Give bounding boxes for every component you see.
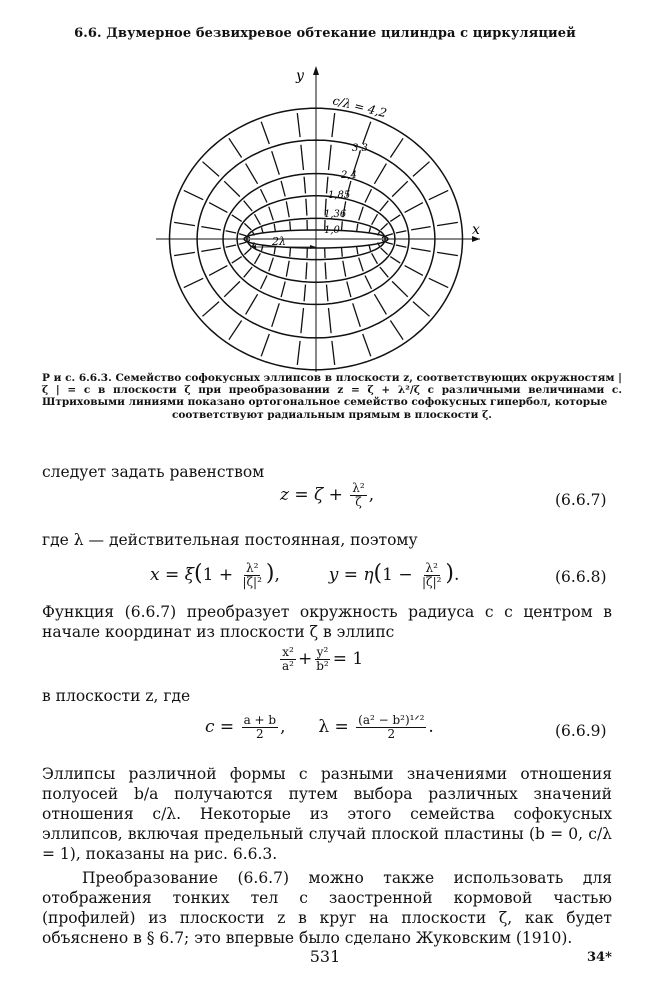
ellipse-frac-y xyxy=(314,646,331,673)
running-header: 6.6. Двумерное безвихревое обтекание цилиндра с циркуляцией xyxy=(74,26,576,41)
hyperbola-segment xyxy=(272,303,280,327)
ellipse-d2: b² xyxy=(316,659,329,673)
hyperbola-segment xyxy=(244,223,251,230)
paragraph-2: где λ — действительная постоянная, поэтому xyxy=(42,531,418,549)
eq667-den: ζ xyxy=(355,495,362,509)
eq668-period: . xyxy=(454,565,460,585)
eq667-num: λ² xyxy=(352,481,365,495)
hyperbola-segment xyxy=(390,321,403,340)
page-number: 531 xyxy=(309,947,341,966)
eq667-lhs: z = ζ + xyxy=(280,485,343,505)
signature-mark: 34* xyxy=(587,950,612,965)
equation-6-6-7 xyxy=(280,482,374,509)
hyperbola-segment xyxy=(306,262,307,279)
hyperbola-segment xyxy=(224,181,240,196)
hyperbola-segment xyxy=(255,253,261,263)
eq668-num-2: λ² xyxy=(425,561,438,575)
hyperbola-segment xyxy=(281,181,285,197)
hyperbola-segment xyxy=(390,257,400,264)
ellipse-rhs: = 1 xyxy=(332,649,364,669)
ellipse-equation xyxy=(278,646,363,673)
eq669-lnum: (a² − b²)¹ᐟ² xyxy=(358,713,425,727)
hyperbola-segment xyxy=(429,190,448,199)
hyperbola-segment xyxy=(357,224,358,232)
hyperbola-segment xyxy=(261,276,268,289)
hyperbola-segment xyxy=(411,227,431,230)
hyperbola-segment xyxy=(286,261,289,277)
hyperbola-segment xyxy=(174,222,195,225)
hyperbola-segment xyxy=(413,302,430,317)
hyperbola-segment xyxy=(332,113,335,137)
hyperbola-segment xyxy=(174,252,195,255)
hyperbola-segment xyxy=(396,245,407,247)
hyperbola-segment xyxy=(203,302,220,317)
hyperbola-segment xyxy=(274,224,275,232)
hyperbola-segment xyxy=(239,242,246,244)
paragraph-1: следует задать равенством xyxy=(42,463,265,481)
eq668-num-1: λ² xyxy=(245,561,259,575)
hyperbola-segment xyxy=(261,189,268,202)
hyperbola-segment xyxy=(269,258,274,272)
hyperbola-segment xyxy=(381,223,388,230)
hyperbola-segment xyxy=(405,266,423,276)
hyperbola-segment xyxy=(290,248,291,257)
hyperbola-segment xyxy=(232,215,242,222)
hyperbola-segment xyxy=(281,282,285,298)
hyperbola-segment xyxy=(380,201,389,211)
label-1-85: 1,85 xyxy=(328,190,351,201)
eq669-frac-c xyxy=(242,714,279,741)
hyperbola-segment xyxy=(244,248,251,255)
hyperbola-segment xyxy=(246,294,258,314)
hyperbola-segment xyxy=(201,227,221,230)
hyperbola-segment xyxy=(184,190,203,199)
eq-number-6-6-8: (6.6.8) xyxy=(555,568,607,586)
hyperbola-segment xyxy=(297,341,300,365)
paragraph-5: Эллипсы различной формы с разными значениями отношения полуосей b/a получаются путем выбора различных значений отношения c/λ. Некоторые из этого семейства софокусных эллипсов, включая предельный случай плоской пластины (b = 0, c/λ = 1), показаны на рис. 6.6.3. xyxy=(42,765,612,863)
hyperbola-segment xyxy=(209,203,227,213)
hyperbola-segment xyxy=(229,321,242,340)
hyperbola-segment xyxy=(374,294,386,314)
hyperbola-segment xyxy=(357,246,358,254)
ellipse-n1: x² xyxy=(282,645,294,659)
eq-number-6-6-7: (6.6.7) xyxy=(555,491,607,509)
hyperbola-segment xyxy=(437,222,458,225)
label-3-3: 3,3 xyxy=(352,143,368,154)
x-axis-label: x xyxy=(472,222,480,238)
eq669-frac-l xyxy=(356,714,426,741)
ellipse-frac-x xyxy=(280,646,296,673)
y-axis-label: y xyxy=(296,68,304,84)
ellipse-n2: y² xyxy=(316,645,329,659)
hyperbola-segment xyxy=(301,308,304,333)
hyperbola-segment xyxy=(209,266,227,276)
hyperbola-segment xyxy=(269,207,274,221)
hyperbola-segment xyxy=(244,201,253,211)
equation-6-6-9 xyxy=(205,714,434,741)
figure-caption xyxy=(42,372,622,421)
eq-number-6-6-9: (6.6.9) xyxy=(555,722,607,740)
hyperbola-segment xyxy=(229,138,242,157)
caption-text: Семейство софокусных эллипсов в плоскости z, соответствующих окружностям | ζ | = c в плоскости ζ при преобразовании z = ζ + λ²/ζ с различными величинами c. Штриховыми линиями показано ортогональное семейство софокусных гипербол, которые xyxy=(42,372,622,409)
confocal-ellipses-figure xyxy=(150,58,480,378)
eq669-cden: 2 xyxy=(256,727,264,741)
hyperbola-segment xyxy=(327,285,328,302)
hyperbola-segment xyxy=(255,214,261,225)
hyperbola-segment xyxy=(372,214,378,225)
hyperbola-segment xyxy=(329,308,332,333)
hyperbola-segment xyxy=(365,189,372,202)
hyperbola-segment xyxy=(359,207,364,221)
paragraph-3: Функция (6.6.7) преобразует окружность радиуса c с центром в начале координат из плоскости ζ в эллипс xyxy=(42,603,612,641)
hyperbola-segment xyxy=(201,248,221,251)
eq668-den-2: |ζ|² xyxy=(422,575,442,589)
hyperbola-segment xyxy=(261,334,269,356)
hyperbola-segment xyxy=(359,258,364,272)
hyperbola-segment xyxy=(203,162,220,177)
eq669-sep: , xyxy=(280,717,286,737)
hyperbola-segment xyxy=(232,257,242,264)
hyperbola-segment xyxy=(343,261,346,277)
hyperbola-segment xyxy=(382,237,384,238)
hyperbola-segment xyxy=(224,281,240,296)
hyperbola-segment xyxy=(382,240,384,241)
hyperbola-segment xyxy=(332,341,335,365)
hyperbola-segment xyxy=(386,242,393,244)
label-2-lambda: 2λ xyxy=(272,235,286,248)
hyperbola-segment xyxy=(290,221,291,230)
hyperbola-segment xyxy=(184,278,203,287)
hyperbola-segment xyxy=(246,164,258,184)
hyperbola-segment xyxy=(390,138,403,157)
caption-last-line: соответствуют радиальным прямым в плоскости ζ. xyxy=(172,408,492,421)
hyperbola-segment xyxy=(244,267,253,277)
hyperbola-segment xyxy=(325,262,326,279)
label-1-36: 1,36 xyxy=(324,209,347,220)
hyperbola-segment xyxy=(363,334,371,356)
hyperbola-segment xyxy=(380,267,389,277)
equation-6-6-8: x = ξ(1 + $\frac{\text{λ²}}{\text{|ζ|²}}$ ), y = η(1 − $\frac{\text{λ²}}{\text{|ζ|²}}$ ). xyxy=(150,561,460,589)
ellipse-d1: a² xyxy=(282,659,294,673)
hyperbola-segment xyxy=(381,248,388,255)
hyperbola-segment xyxy=(405,203,423,213)
paragraph-6: Преобразование (6.6.7) можно также использовать для отображения тонких тел с заостренной кормовой частью (профилей) из плоскости z в круг на плоскости ζ, как будет объяснено в § 6.7; это впервые было сделано Жуковским (1910). xyxy=(42,869,612,947)
hyperbola-segment xyxy=(429,278,448,287)
hyperbola-segment xyxy=(347,282,351,298)
hyperbola-segment xyxy=(248,240,250,241)
label-2-4: 2,4 xyxy=(341,170,357,181)
eq668-x-one: 1 + xyxy=(202,565,234,585)
hyperbola-segment xyxy=(437,252,458,255)
hyperbola-segment xyxy=(226,245,237,247)
paragraph-4: в плоскости z, где xyxy=(42,687,191,705)
eq667-tail: , xyxy=(368,485,375,505)
hyperbola-segment xyxy=(365,276,372,289)
hyperbola-segment xyxy=(342,221,343,230)
hyperbola-segment xyxy=(261,122,269,144)
label-c-lambda-4-2: c/λ = 4,2 xyxy=(331,93,389,121)
hyperbola-segment xyxy=(386,234,393,236)
eq669-c: c = xyxy=(205,717,235,737)
hyperbola-segment xyxy=(286,201,289,217)
hyperbola-segment xyxy=(396,231,407,233)
eq669-lden: 2 xyxy=(387,727,396,741)
eq668-frac-2 xyxy=(420,562,443,589)
hyperbola-segment xyxy=(413,162,430,177)
hyperbola-segment xyxy=(353,303,361,327)
hyperbola-segment xyxy=(306,199,307,216)
eq669-tail: . xyxy=(428,717,434,737)
hyperbola-segment xyxy=(374,164,386,184)
hyperbola-segment xyxy=(390,215,400,222)
hyperbola-segment xyxy=(304,177,305,194)
hyperbola-segment xyxy=(363,122,371,144)
label-1-0: 1,0 xyxy=(324,225,340,236)
hyperbola-segment xyxy=(272,151,280,175)
hyperbola-segment xyxy=(239,234,246,236)
eq669-lambda: λ = xyxy=(318,717,349,737)
eq667-frac xyxy=(350,482,366,509)
hyperbola-segment xyxy=(392,281,408,296)
hyperbola-segment xyxy=(329,145,332,170)
hyperbola-segment xyxy=(301,145,304,170)
caption-prefix: Р и с. 6.6.3. xyxy=(42,372,112,384)
ellipse-plus: + xyxy=(297,649,313,669)
hyperbola-segment xyxy=(304,285,305,302)
hyperbola-segment xyxy=(226,231,237,233)
y-axis-arrow-icon xyxy=(313,66,319,75)
eq668-y: y = η xyxy=(328,565,374,585)
hyperbola-segment xyxy=(392,181,408,196)
eq668-y-one: 1 − xyxy=(382,565,413,585)
eq668-frac-1 xyxy=(240,562,263,589)
eq668-x: x = ξ xyxy=(150,565,195,585)
eq668-comma: , xyxy=(274,565,280,585)
hyperbola-segment xyxy=(411,248,431,251)
hyperbola-segment xyxy=(248,237,250,238)
eq668-den-1: |ζ|² xyxy=(242,575,262,589)
eq669-cnum: a + b xyxy=(243,713,277,727)
hyperbola-segment xyxy=(297,113,300,137)
hyperbola-segment xyxy=(372,253,378,263)
hyperbola-segment xyxy=(342,248,343,257)
